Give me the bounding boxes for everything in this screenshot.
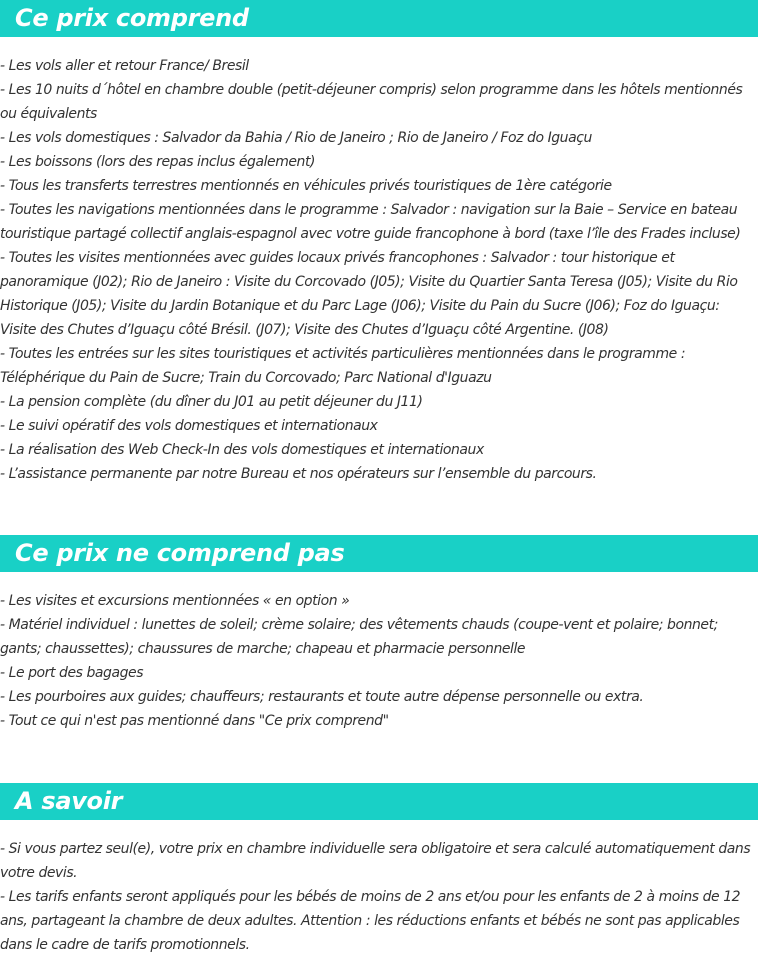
list-item: - Les vols aller et retour France/ Bresil [0, 58, 249, 74]
section-header-not-included: Ce prix ne comprend pas [0, 535, 758, 572]
not-included-list [0, 589, 758, 733]
section-not-included [0, 535, 758, 733]
list-item: - Les boissons (lors des repas inclus également) [0, 154, 316, 170]
list-item: - Les vols domestiques : Salvador da Bahia / Rio de Janeiro ; Rio de Janeiro / Foz do Iguaçu [0, 130, 592, 146]
section-good-to-know [0, 783, 758, 957]
list-item: - Matériel individuel : lunettes de soleil; crème solaire; des vêtements chauds (coupe-vent et polaire; bonnet; gants; chaussettes); chaussures de marche; chapeau et pharmacie personnelle [0, 617, 718, 657]
list-item: - Toutes les entrées sur les sites touristiques et activités particulières mentionnées dans le programme : Téléphérique du Pain de Sucre; Train du Corcovado; Parc National d'Iguazu [0, 346, 686, 386]
list-item: - Si vous partez seul(e), votre prix en chambre individuelle sera obligatoire et sera calculé automatiquement dans votre devis. [0, 841, 751, 881]
list-item: - Le port des bagages [0, 665, 144, 681]
list-item: - Toutes les navigations mentionnées dans le programme : Salvador : navigation sur la Baie – Service en bateau touristique partagé collectif anglais-espagnol avec votre guide francophone à bord (taxe l’île des Frades incluse) [0, 202, 741, 242]
list-item: - La réalisation des Web Check-In des vols domestiques et internationaux [0, 442, 484, 458]
list-item: - Les 10 nuits d´hôtel en chambre double (petit-déjeuner compris) selon programme dans les hôtels mentionnés ou équivalents [0, 82, 743, 122]
list-item: - Le suivi opératif des vols domestiques et internationaux [0, 418, 378, 434]
section-header-included: Ce prix comprend [0, 0, 758, 37]
list-item: - Les visites et excursions mentionnées « en option » [0, 593, 350, 609]
list-item: - Les tarifs enfants seront appliqués pour les bébés de moins de 2 ans et/ou pour les enfants de 2 à moins de 12 ans, partageant la chambre de deux adultes. Attention : les réductions enfants et bébés ne sont pas applicables dans le cadre de tarifs promotionnels. [0, 889, 741, 953]
section-header-good-to-know: A savoir [0, 783, 758, 820]
list-item: - Les pourboires aux guides; chauffeurs; restaurants et toute autre dépense personnelle ou extra. [0, 689, 644, 705]
list-item: - L’assistance permanente par notre Bureau et nos opérateurs sur l’ensemble du parcours. [0, 466, 597, 482]
list-item: - Tout ce qui n'est pas mentionné dans "Ce prix comprend" [0, 713, 389, 729]
list-item: - Toutes les visites mentionnées avec guides locaux privés francophones : Salvador : tour historique et panoramique (J02); Rio de Janeiro : Visite du Corcovado (J05); Visite du Quartier Santa Teresa (J05); Visite du Rio Historique (J05); Visite du Jardin Botanique et du Parc Lage (J06); Visite du Pain du Sucre (J06); Foz do Iguaçu: Visite des Chutes d’Iguaçu côté Brésil. (J07); Visite des Chutes d’Iguaçu côté Argentine. (J08) [0, 250, 738, 338]
good-to-know-list [0, 837, 758, 957]
list-item: - Tous les transferts terrestres mentionnés en véhicules privés touristiques de 1ère catégorie [0, 178, 612, 194]
list-item: - La pension complète (du dîner du J01 au petit déjeuner du J11) [0, 394, 423, 410]
included-list [0, 54, 758, 486]
